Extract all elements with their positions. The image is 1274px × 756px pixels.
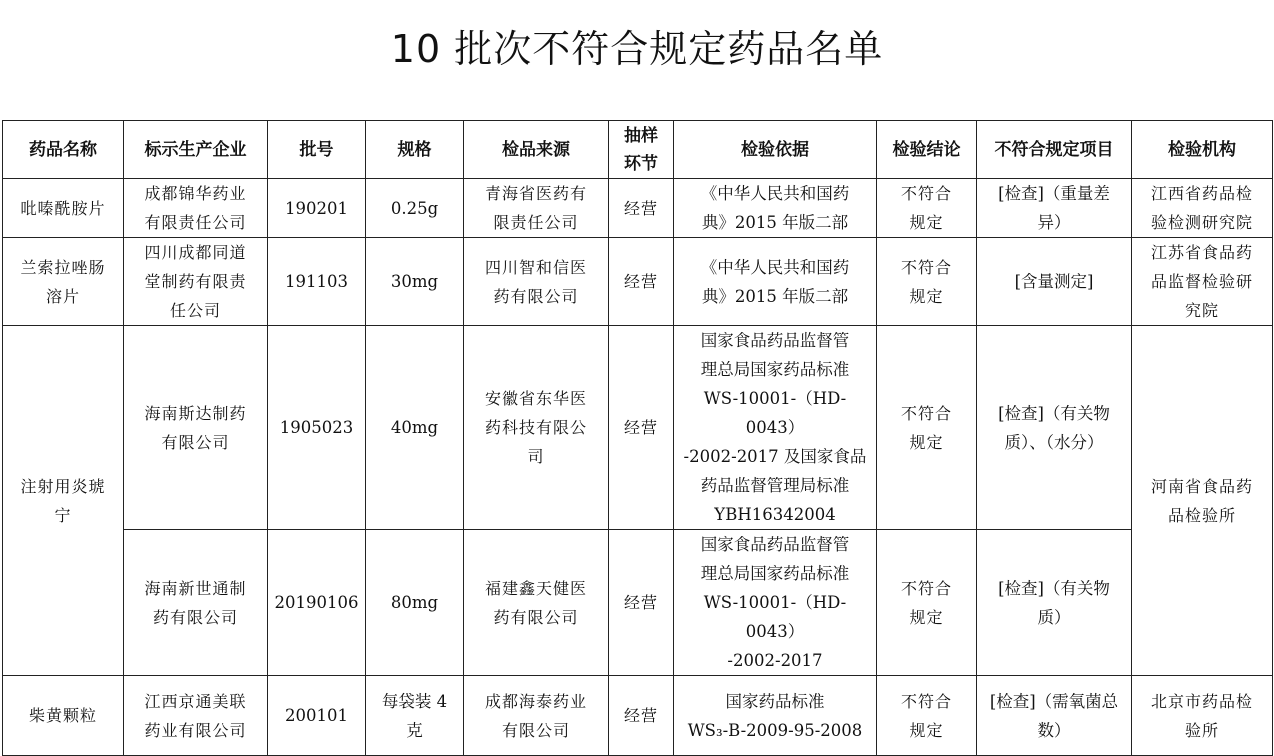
manufacturer: 海南斯达制药 有限公司 xyxy=(124,326,268,530)
header-cell: 检验依据 xyxy=(674,121,877,179)
sample-source: 青海省医药有 限责任公司 xyxy=(464,179,609,238)
sampling-stage: 经营 xyxy=(609,326,674,530)
page-title: 10 批次不符合规定药品名单 xyxy=(390,27,884,71)
manufacturer: 四川成都同道 堂制药有限责 任公司 xyxy=(124,238,268,326)
batch-number: 190201 xyxy=(268,179,366,238)
test-result: 不符合 规定 xyxy=(877,326,977,530)
test-basis: 《中华人民共和国药 典》2015 年版二部 xyxy=(674,179,877,238)
header-cell: 药品名称 xyxy=(3,121,124,179)
manufacturer: 海南新世通制 药有限公司 xyxy=(124,530,268,676)
table-row xyxy=(3,326,1273,530)
test-result: 不符合 规定 xyxy=(877,530,977,676)
table-row xyxy=(3,676,1273,756)
sampling-stage: 经营 xyxy=(609,238,674,326)
header-cell: 检验结论 xyxy=(877,121,977,179)
specification: 80mg xyxy=(366,530,464,676)
manufacturer: 成都锦华药业 有限责任公司 xyxy=(124,179,268,238)
header-cell: 规格 xyxy=(366,121,464,179)
header-cell: 标示生产企业 xyxy=(124,121,268,179)
table-row xyxy=(3,179,1273,238)
failed-item: [检查]（重量差 异） xyxy=(977,179,1132,238)
test-result: 不符合 规定 xyxy=(877,179,977,238)
header-row xyxy=(3,121,1273,179)
batch-number: 200101 xyxy=(268,676,366,756)
test-basis: 国家药品标准 WS₃-B-2009-95-2008 xyxy=(674,676,877,756)
drug-name: 吡嗪酰胺片 xyxy=(3,179,124,238)
batch-number: 1905023 xyxy=(268,326,366,530)
drug-name: 兰索拉唑肠 溶片 xyxy=(3,238,124,326)
failed-item: [检查]（需氧菌总 数） xyxy=(977,676,1132,756)
test-basis: 国家食品药品监督管 理总局国家药品标准 WS-10001-（HD-0043） -2002-2017 及国家食品 药品监督管理局标准 YBH16342004 xyxy=(674,326,877,530)
failed-item: [检查]（有关物 质）、（水分） xyxy=(977,326,1132,530)
specification: 30mg xyxy=(366,238,464,326)
specification: 每袋装 4 克 xyxy=(366,676,464,756)
drug-name: 注射用炎琥 宁 xyxy=(3,326,124,676)
sample-source: 成都海泰药业 有限公司 xyxy=(464,676,609,756)
batch-number: 191103 xyxy=(268,238,366,326)
header-cell: 抽样 环节 xyxy=(609,121,674,179)
header-cell: 批号 xyxy=(268,121,366,179)
test-basis: 《中华人民共和国药 典》2015 年版二部 xyxy=(674,238,877,326)
test-lab: 河南省食品药 品检验所 xyxy=(1132,326,1273,676)
sample-source: 福建鑫天健医 药有限公司 xyxy=(464,530,609,676)
sample-source: 四川智和信医 药有限公司 xyxy=(464,238,609,326)
specification: 0.25g xyxy=(366,179,464,238)
drug-name: 柴黄颗粒 xyxy=(3,676,124,756)
header-cell: 检品来源 xyxy=(464,121,609,179)
test-lab: 江苏省食品药 品监督检验研 究院 xyxy=(1132,238,1273,326)
sampling-stage: 经营 xyxy=(609,179,674,238)
specification: 40mg xyxy=(366,326,464,530)
failed-item: [检查]（有关物 质） xyxy=(977,530,1132,676)
failed-item: [含量测定] xyxy=(977,238,1132,326)
test-lab: 江西省药品检 验检测研究院 xyxy=(1132,179,1273,238)
test-basis: 国家食品药品监督管 理总局国家药品标准 WS-10001-（HD-0043） -2002-2017 xyxy=(674,530,877,676)
sample-source: 安徽省东华医 药科技有限公 司 xyxy=(464,326,609,530)
header-cell: 检验机构 xyxy=(1132,121,1273,179)
drug-table xyxy=(2,120,1273,756)
test-result: 不符合 规定 xyxy=(877,676,977,756)
batch-number: 20190106 xyxy=(268,530,366,676)
sampling-stage: 经营 xyxy=(609,530,674,676)
manufacturer: 江西京通美联 药业有限公司 xyxy=(124,676,268,756)
test-lab: 北京市药品检 验所 xyxy=(1132,676,1273,756)
test-result: 不符合 规定 xyxy=(877,238,977,326)
table-row xyxy=(3,530,1273,676)
sampling-stage: 经营 xyxy=(609,676,674,756)
header-cell: 不符合规定项目 xyxy=(977,121,1132,179)
table-row xyxy=(3,238,1273,326)
